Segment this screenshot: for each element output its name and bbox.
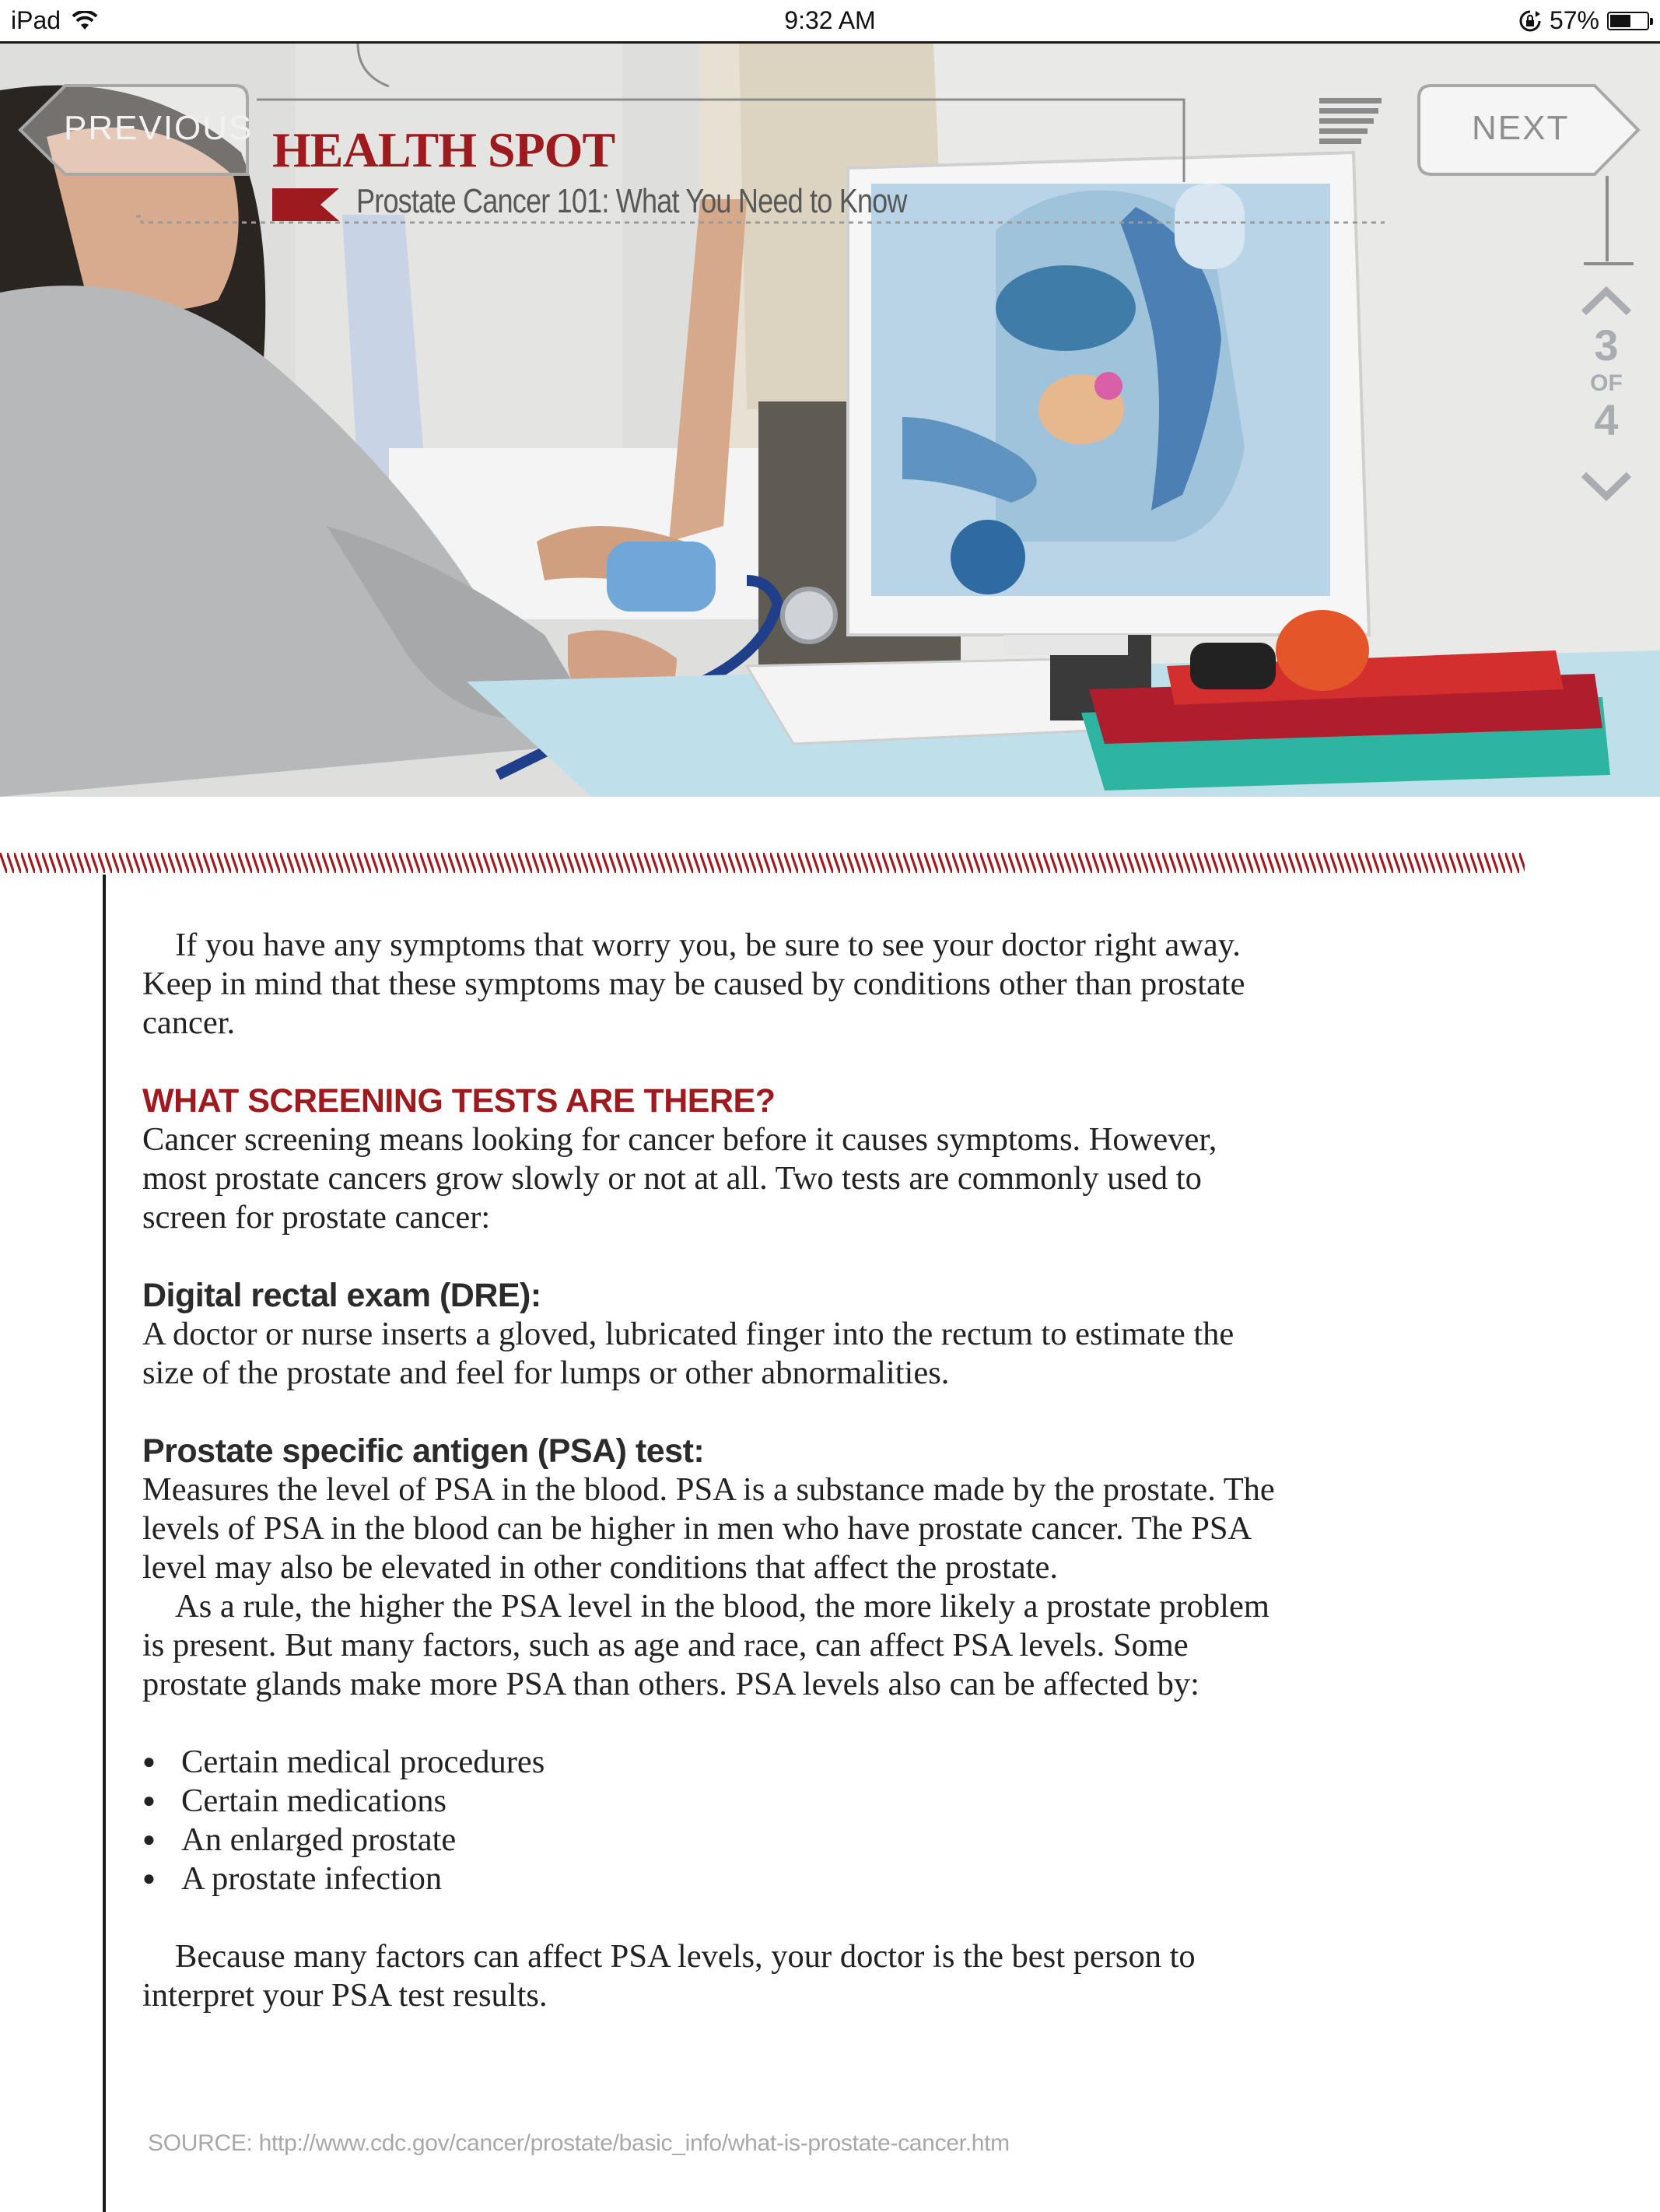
list-item: ● Certain medications bbox=[142, 1782, 1286, 1821]
margin-rule bbox=[103, 875, 106, 2212]
section-paragraph: Cancer screening means looking for cancer before it causes symptoms. However, most prostate cancers grow slowly or not at all. Two tests are commonly used to screen for prostate cancer: bbox=[142, 1121, 1217, 1236]
brand-title: HEALTH SPOT bbox=[272, 122, 615, 177]
list-item: ● An enlarged prostate bbox=[142, 1821, 1286, 1860]
section-heading: WHAT SCREENING TESTS ARE THERE? bbox=[142, 1082, 776, 1120]
page-of-label: OF bbox=[1590, 370, 1623, 396]
hatched-divider bbox=[0, 853, 1525, 873]
list-item: ● Certain medical procedures bbox=[142, 1743, 1286, 1782]
table-of-contents-icon[interactable] bbox=[1319, 98, 1382, 146]
dre-paragraph: A doctor or nurse inserts a gloved, lubricated finger into the rectum to estimate the size of the prostate and feel for lumps or other abnormalities. bbox=[142, 1316, 1234, 1391]
previous-label: PREVIOUS bbox=[64, 109, 254, 147]
battery-percent: 57% bbox=[1549, 6, 1599, 34]
article-subtitle: Prostate Cancer 101: What You Need to Know bbox=[356, 182, 907, 220]
red-flag-icon bbox=[272, 188, 339, 221]
next-button[interactable] bbox=[1416, 82, 1641, 177]
page-indicator bbox=[1571, 285, 1641, 565]
source-link[interactable]: SOURCE: http://www.cdc.gov/cancer/prostate/basic_info/what-is-prostate-cancer.htm bbox=[148, 2130, 1010, 2156]
psa-heading: Prostate specific antigen (PSA) test: bbox=[142, 1432, 705, 1470]
intro-paragraph: If you have any symptoms that worry you, be sure to see your doctor right away. Keep in mind that these symptoms may be caused by conditions other than prostate cancer. bbox=[142, 927, 1245, 1041]
battery-icon bbox=[1607, 12, 1649, 30]
next-label: NEXT bbox=[1472, 109, 1570, 147]
status-bar bbox=[0, 0, 1660, 44]
factors-list bbox=[142, 1743, 1286, 1898]
page-total: 4 bbox=[1594, 395, 1619, 444]
battery-level-fill bbox=[1610, 15, 1630, 27]
dre-heading: Digital rectal exam (DRE): bbox=[142, 1277, 541, 1314]
status-time: 9:32 AM bbox=[784, 6, 876, 34]
psa-paragraph: Measures the level of PSA in the blood. PSA is a substance made by the prostate. The levels of PSA in the blood can be higher in men who have prostate cancer. The PSA level may also be elevated in other conditions that affect the prostate. bbox=[142, 1471, 1275, 1586]
hero-banner bbox=[0, 44, 1660, 797]
list-item: ● A prostate infection bbox=[142, 1860, 1286, 1898]
closing-paragraph: Because many factors can affect PSA levels, your doctor is the best person to interpret your PSA test results. bbox=[142, 1938, 1196, 2014]
psa-rule-paragraph: As a rule, the higher the PSA level in the blood, the more likely a prostate problem is present. But many factors, such as age and race, can affect PSA levels. Some prostate glands make more PSA than others. PSA levels also can be affected by: bbox=[142, 1588, 1270, 1702]
page-down-arrow-icon[interactable] bbox=[1579, 471, 1634, 503]
page-current: 3 bbox=[1594, 321, 1619, 370]
previous-button[interactable] bbox=[17, 82, 254, 177]
rotation-lock-icon bbox=[1518, 9, 1542, 33]
device-name: iPad bbox=[11, 6, 61, 34]
page-up-arrow-icon[interactable] bbox=[1579, 285, 1634, 316]
article-body bbox=[142, 926, 1286, 2015]
